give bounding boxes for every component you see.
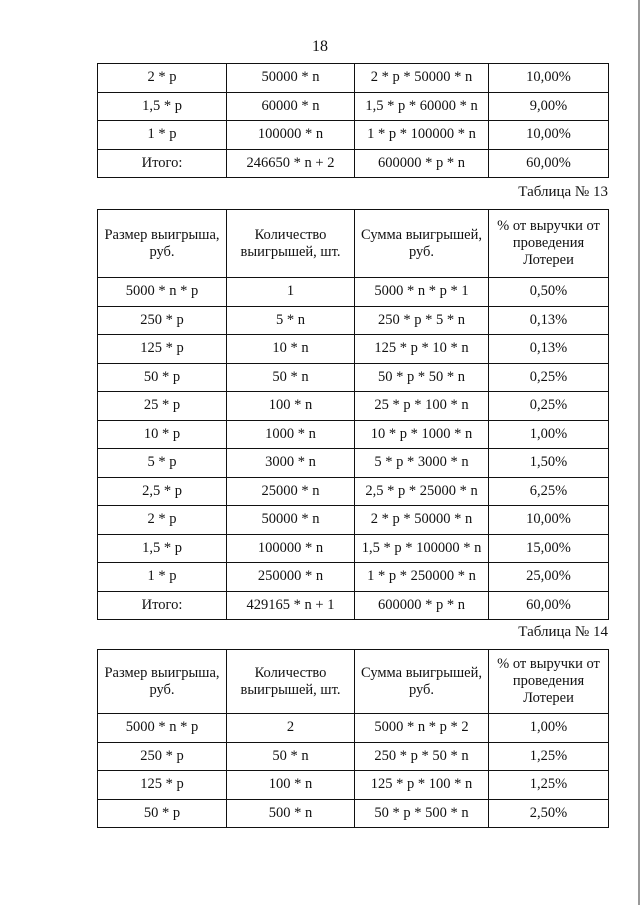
- total-row: [98, 149, 609, 178]
- cell-revenue-percent: 6,25%: [489, 477, 609, 506]
- cell-revenue-percent: 0,25%: [489, 363, 609, 392]
- cell-revenue-percent: 9,00%: [489, 92, 609, 121]
- cell-revenue-percent: 1,00%: [489, 420, 609, 449]
- cell-prize-sum: 250 * p * 50 * n: [355, 742, 489, 771]
- table-header-row: [98, 210, 609, 278]
- cell-revenue-percent: 1,50%: [489, 449, 609, 478]
- cell-revenue-percent: 2,50%: [489, 799, 609, 828]
- cell-prize-size: 1,5 * p: [98, 92, 227, 121]
- total-row: [98, 591, 609, 620]
- cell-prize-size: 10 * p: [98, 420, 227, 449]
- cell-revenue-percent: 0,50%: [489, 278, 609, 307]
- header-prize-size: Размер выигрыша, руб.: [98, 650, 227, 714]
- cell-prize-count: 60000 * n: [227, 92, 355, 121]
- header-prize-size: Размер выигрыша, руб.: [98, 210, 227, 278]
- header-prize-count: Количество выигрышей, шт.: [227, 650, 355, 714]
- cell-prize-size: 2 * p: [98, 506, 227, 535]
- table-header-row: [98, 650, 609, 714]
- cell-revenue-percent: 60,00%: [489, 591, 609, 620]
- table-row: [98, 278, 609, 307]
- header-revenue-percent: % от выручки от проведения Лотереи: [489, 650, 609, 714]
- cell-prize-size: 2,5 * p: [98, 477, 227, 506]
- cell-prize-sum: 250 * p * 5 * n: [355, 306, 489, 335]
- cell-prize-sum: 5 * p * 3000 * n: [355, 449, 489, 478]
- cell-prize-size: 1 * p: [98, 563, 227, 592]
- cell-prize-count: 2: [227, 714, 355, 743]
- cell-prize-sum: 1 * p * 100000 * n: [355, 121, 489, 150]
- cell-prize-size: 125 * p: [98, 771, 227, 800]
- cell-prize-sum: 125 * p * 10 * n: [355, 335, 489, 364]
- table-row: [98, 335, 609, 364]
- cell-revenue-percent: 10,00%: [489, 64, 609, 93]
- cell-prize-count: 10 * n: [227, 335, 355, 364]
- table-row: [98, 477, 609, 506]
- cell-prize-size: 250 * p: [98, 306, 227, 335]
- cell-revenue-percent: 10,00%: [489, 506, 609, 535]
- cell-prize-sum: 50 * p * 50 * n: [355, 363, 489, 392]
- cell-revenue-percent: 10,00%: [489, 121, 609, 150]
- cell-prize-count: 246650 * n + 2: [227, 149, 355, 178]
- cell-prize-count: 50 * n: [227, 742, 355, 771]
- header-prize-sum: Сумма выигрышей, руб.: [355, 650, 489, 714]
- table-13-caption: Таблица № 13: [518, 184, 608, 200]
- table-row: [98, 420, 609, 449]
- cell-revenue-percent: 15,00%: [489, 534, 609, 563]
- table-row: [98, 449, 609, 478]
- cell-prize-sum: 25 * p * 100 * n: [355, 392, 489, 421]
- cell-prize-size: Итого:: [98, 149, 227, 178]
- cell-revenue-percent: 25,00%: [489, 563, 609, 592]
- table-row: [98, 742, 609, 771]
- cell-prize-count: 1: [227, 278, 355, 307]
- cell-revenue-percent: 1,25%: [489, 742, 609, 771]
- cell-prize-size: Итого:: [98, 591, 227, 620]
- prize-table-14: [97, 649, 609, 828]
- cell-prize-sum: 125 * p * 100 * n: [355, 771, 489, 800]
- cell-prize-size: 25 * p: [98, 392, 227, 421]
- table-row: [98, 506, 609, 535]
- cell-prize-sum: 1,5 * p * 60000 * n: [355, 92, 489, 121]
- cell-prize-count: 429165 * n + 1: [227, 591, 355, 620]
- cell-prize-count: 100 * n: [227, 771, 355, 800]
- cell-prize-count: 100 * n: [227, 392, 355, 421]
- cell-prize-size: 5 * p: [98, 449, 227, 478]
- cell-revenue-percent: 1,00%: [489, 714, 609, 743]
- cell-prize-sum: 5000 * n * p * 2: [355, 714, 489, 743]
- table-row: [98, 563, 609, 592]
- cell-revenue-percent: 1,25%: [489, 771, 609, 800]
- cell-prize-count: 50 * n: [227, 363, 355, 392]
- header-prize-count: Количество выигрышей, шт.: [227, 210, 355, 278]
- cell-prize-sum: 5000 * n * p * 1: [355, 278, 489, 307]
- prize-table-12-continuation: [97, 63, 609, 178]
- prize-table-13: [97, 209, 609, 620]
- table-row: [98, 64, 609, 93]
- cell-prize-sum: 50 * p * 500 * n: [355, 799, 489, 828]
- table-row: [98, 92, 609, 121]
- cell-prize-sum: 2,5 * p * 25000 * n: [355, 477, 489, 506]
- table-row: [98, 121, 609, 150]
- cell-prize-count: 50000 * n: [227, 64, 355, 93]
- cell-prize-sum: 2 * p * 50000 * n: [355, 506, 489, 535]
- cell-prize-size: 250 * p: [98, 742, 227, 771]
- table-row: [98, 392, 609, 421]
- cell-revenue-percent: 0,13%: [489, 335, 609, 364]
- cell-prize-size: 1 * p: [98, 121, 227, 150]
- cell-prize-sum: 1 * p * 250000 * n: [355, 563, 489, 592]
- table-row: [98, 534, 609, 563]
- table-row: [98, 771, 609, 800]
- table-row: [98, 363, 609, 392]
- table-row: [98, 799, 609, 828]
- page-number: 18: [312, 38, 328, 55]
- header-prize-sum: Сумма выигрышей, руб.: [355, 210, 489, 278]
- cell-prize-count: 100000 * n: [227, 121, 355, 150]
- cell-prize-size: 2 * p: [98, 64, 227, 93]
- cell-prize-count: 500 * n: [227, 799, 355, 828]
- cell-prize-sum: 10 * p * 1000 * n: [355, 420, 489, 449]
- cell-prize-sum: 600000 * p * n: [355, 149, 489, 178]
- cell-prize-count: 25000 * n: [227, 477, 355, 506]
- table-14-caption: Таблица № 14: [518, 624, 608, 640]
- cell-prize-sum: 2 * p * 50000 * n: [355, 64, 489, 93]
- cell-prize-count: 50000 * n: [227, 506, 355, 535]
- cell-revenue-percent: 0,25%: [489, 392, 609, 421]
- header-revenue-percent: % от выручки от проведения Лотереи: [489, 210, 609, 278]
- cell-prize-count: 3000 * n: [227, 449, 355, 478]
- cell-prize-count: 250000 * n: [227, 563, 355, 592]
- cell-prize-count: 100000 * n: [227, 534, 355, 563]
- cell-revenue-percent: 60,00%: [489, 149, 609, 178]
- table-row: [98, 306, 609, 335]
- cell-prize-size: 1,5 * p: [98, 534, 227, 563]
- cell-prize-count: 1000 * n: [227, 420, 355, 449]
- cell-prize-sum: 1,5 * p * 100000 * n: [355, 534, 489, 563]
- cell-prize-size: 5000 * n * p: [98, 714, 227, 743]
- cell-prize-size: 50 * p: [98, 363, 227, 392]
- cell-revenue-percent: 0,13%: [489, 306, 609, 335]
- table-row: [98, 714, 609, 743]
- cell-prize-size: 5000 * n * p: [98, 278, 227, 307]
- cell-prize-count: 5 * n: [227, 306, 355, 335]
- cell-prize-size: 125 * p: [98, 335, 227, 364]
- cell-prize-size: 50 * p: [98, 799, 227, 828]
- cell-prize-sum: 600000 * p * n: [355, 591, 489, 620]
